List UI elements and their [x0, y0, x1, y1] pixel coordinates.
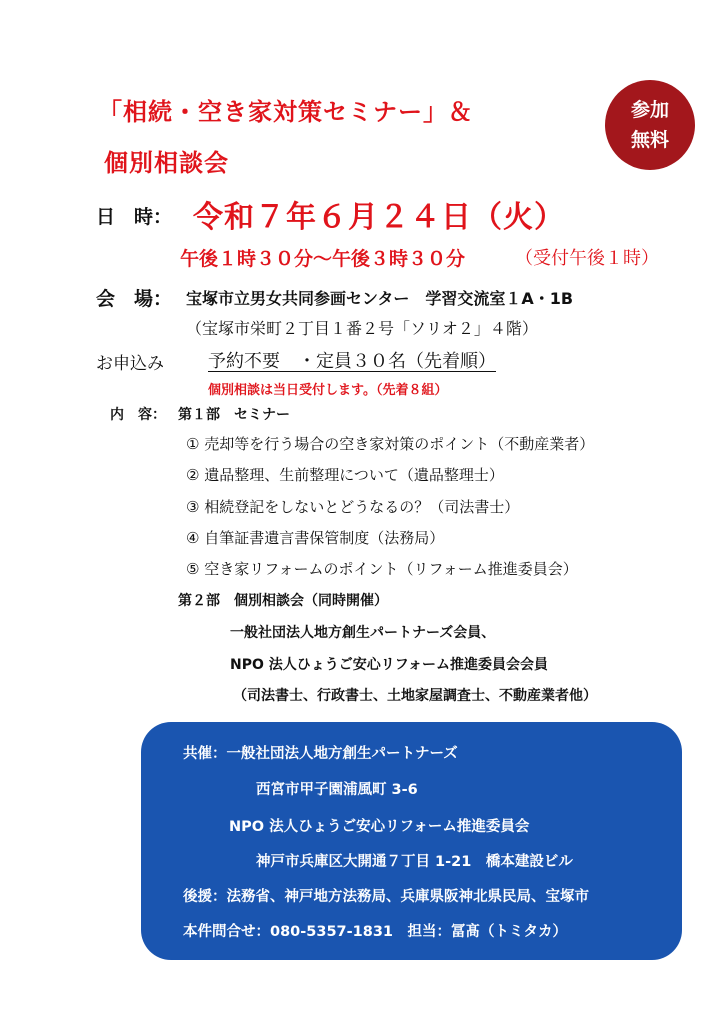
support: 後援：法務省、神戸地方法務局、兵庫県阪神北県民局、宝塚市 [183, 889, 589, 905]
consultant-line: 一般社団法人地方創生パートナーズ会員、 [230, 625, 496, 641]
cohost2-address: 神戸市兵庫区大開通７丁目 1-21 橋本建設ビル [256, 854, 573, 870]
event-title-line1: 「相続・空き家対策セミナー」＆ [98, 98, 473, 126]
cohost1: 共催：一般社団法人地方創生パートナーズ [183, 746, 458, 762]
cohost2: NPO 法人ひょうご安心リフォーム推進委員会 [229, 819, 530, 835]
contact: 本件問合せ：080-5357-1831 担当：冨髙（トミタカ） [183, 924, 568, 940]
organizer-panel [141, 722, 682, 960]
part1-heading: 第１部 セミナー [178, 407, 290, 423]
event-date: 令和７年６月２４日（火） [193, 200, 565, 235]
free-admission-badge [605, 80, 695, 170]
seminar-item: ④ 自筆証書遺言書保管制度（法務局） [186, 529, 445, 547]
reception-time: （受付午後１時） [515, 248, 659, 269]
datetime-label: 日 時： [96, 206, 173, 228]
venue-label: 会 場： [96, 288, 173, 310]
event-time: 午後１時３０分～午後３時３０分 [180, 248, 466, 270]
seminar-item: ② 遺品整理、生前整理について（遺品整理士） [186, 466, 504, 484]
consultant-line: NPO 法人ひょうご安心リフォーム推進委員会会員 [230, 657, 549, 673]
consultation-note: 個別相談は当日受付します。（先着８組） [208, 383, 448, 398]
seminar-item: ⑤ 空き家リフォームのポイント（リフォーム推進委員会） [186, 560, 578, 578]
content-label: 内 容： [110, 407, 166, 423]
badge-line2: 無料 [630, 129, 669, 151]
venue-name: 宝塚市立男女共同参画センター 学習交流室１A・1B [186, 289, 574, 308]
seminar-item: ③ 相続登記をしないとどうなるの？（司法書士） [186, 498, 520, 516]
seminar-item: ① 売却等を行う場合の空き家対策のポイント（不動産業者） [186, 435, 595, 453]
part2-heading: 第２部 個別相談会（同時開催） [178, 593, 388, 609]
venue-address: （宝塚市栄町２丁目１番２号「ソリオ２」４階） [186, 319, 538, 338]
cohost1-address: 西宮市甲子園浦風町 3-6 [256, 782, 418, 798]
badge-line1: 参加 [630, 99, 669, 121]
application-text: 予約不要 ・定員３０名（先着順） [208, 351, 496, 372]
application-label: お申込み [96, 354, 164, 374]
consultant-line: （司法書士、行政書士、土地家屋調査士、不動産業者他） [233, 688, 597, 704]
event-title-line2: 個別相談会 [104, 149, 229, 177]
